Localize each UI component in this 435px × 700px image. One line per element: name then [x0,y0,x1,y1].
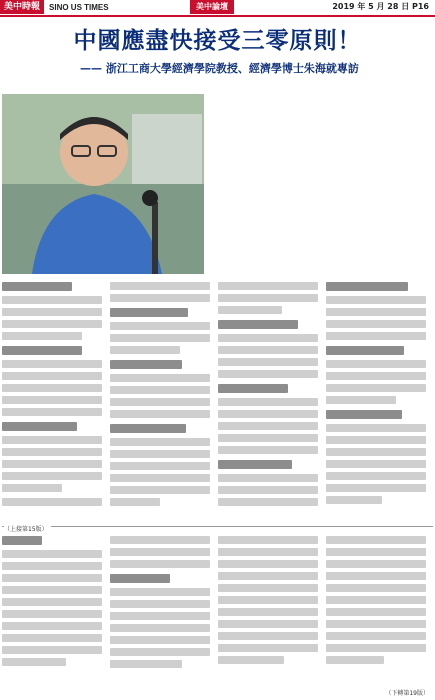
column-4 [326,280,426,520]
text-line [110,346,180,354]
text-line [218,446,318,454]
section-divider [2,526,433,527]
text-line [2,550,102,558]
continued-from-note: （上接第15版） [4,524,51,533]
column-1 [2,280,102,520]
qa-marker [2,282,72,291]
text-line [110,498,160,506]
text-line [218,358,318,366]
text-line [110,410,210,418]
qa-marker [2,422,77,431]
text-line [2,332,82,340]
subheading-marker [2,536,42,545]
text-line [110,282,210,290]
column-3 [218,280,318,520]
text-line [110,560,210,568]
text-line [218,370,318,378]
text-line [2,360,102,368]
text-line [2,472,102,480]
text-line [218,572,318,580]
text-line [326,332,426,340]
section-badge[interactable]: 美中論壇 [190,0,234,14]
text-line [326,620,426,628]
text-line [2,634,102,642]
text-line [2,372,102,380]
text-line [110,398,210,406]
subheading-marker [110,574,170,583]
text-line [2,562,102,570]
text-line [2,598,102,606]
text-line [110,450,210,458]
text-line [326,436,426,444]
text-line [2,658,66,666]
text-line [218,548,318,556]
text-line [326,360,426,368]
text-line [110,600,210,608]
text-line [326,584,426,592]
text-line [110,462,210,470]
text-line [110,536,210,544]
text-line [326,608,426,616]
article-headline: 中國應盡快接受三零原則！ [73,28,362,54]
text-line [2,610,102,618]
text-line [110,588,210,596]
qa-marker [218,320,298,329]
text-line [110,322,210,330]
text-line [218,620,318,628]
text-line [326,560,426,568]
text-line [110,386,210,394]
text-line [218,434,318,442]
text-line [110,334,210,342]
lower-column-4 [326,534,426,684]
text-line [2,408,102,416]
text-line [218,294,318,302]
article-subhead: —— 浙江工商大學經濟學院教授、經濟學博士朱海就專訪 [80,62,359,75]
text-line [2,436,102,444]
text-line [218,632,318,640]
text-line [326,632,426,640]
lower-column-1 [2,534,102,684]
text-line [326,396,396,404]
text-line [218,644,318,652]
text-line [110,612,210,620]
text-line [110,486,210,494]
text-line [2,498,102,506]
text-line [218,334,318,342]
text-line [326,484,426,492]
text-line [110,438,210,446]
lead-paragraph [212,96,430,274]
text-line [218,486,318,494]
text-line [2,622,102,630]
qa-marker [218,384,288,393]
body-columns-lower [2,534,433,684]
text-line [326,308,426,316]
text-line [326,384,426,392]
text-line [2,296,102,304]
text-line [2,460,102,468]
text-line [218,560,318,568]
text-line [326,656,384,664]
text-line [110,660,182,668]
qa-marker [326,346,404,355]
text-line [110,636,210,644]
text-line [110,624,210,632]
text-line [218,536,318,544]
text-line [2,574,102,582]
qa-marker [326,410,402,419]
column-2 [110,280,210,520]
text-line [110,648,210,656]
text-line [2,484,62,492]
text-line [218,398,318,406]
text-line [326,320,426,328]
issue-date: 2019 年 5 月 28 日 P16 [332,2,429,11]
text-line [2,384,102,392]
text-line [2,308,102,316]
qa-marker [218,460,292,469]
text-line [2,320,102,328]
text-line [110,548,210,556]
photo-illustration [2,94,204,274]
text-line [326,424,426,432]
continued-on-note: （下轉第19版） [385,690,429,697]
text-line [218,596,318,604]
text-line [326,372,426,380]
text-line [218,306,282,314]
text-line [218,656,284,664]
text-line [326,572,426,580]
text-line [2,396,102,404]
lower-column-2 [110,534,210,684]
text-line [218,498,318,506]
text-line [326,296,426,304]
text-line [218,282,318,290]
text-line [2,586,102,594]
text-line [326,596,426,604]
text-line [218,410,318,418]
text-line [326,448,426,456]
qa-marker [110,424,186,433]
text-line [2,646,102,654]
text-line [218,474,318,482]
text-line [110,474,210,482]
text-line [326,548,426,556]
text-line [326,460,426,468]
text-line [218,422,318,430]
qa-marker [110,360,182,369]
lower-column-3 [218,534,318,684]
brand-english: SINO US TIMES [49,2,109,12]
interviewee-photo [2,94,204,274]
text-line [326,472,426,480]
masthead [0,0,435,14]
text-line [218,584,318,592]
text-line [218,346,318,354]
header-rule [0,15,435,17]
text-line [218,608,318,616]
text-line [326,496,382,504]
text-line [110,374,210,382]
text-line [110,294,210,302]
qa-marker [2,346,82,355]
text-line [326,536,426,544]
qa-marker [110,308,188,317]
text-line [2,448,102,456]
body-columns-upper [2,280,433,520]
brand-logo[interactable]: 美中時報 [0,0,44,14]
qa-marker [326,282,408,291]
text-line [326,644,426,652]
